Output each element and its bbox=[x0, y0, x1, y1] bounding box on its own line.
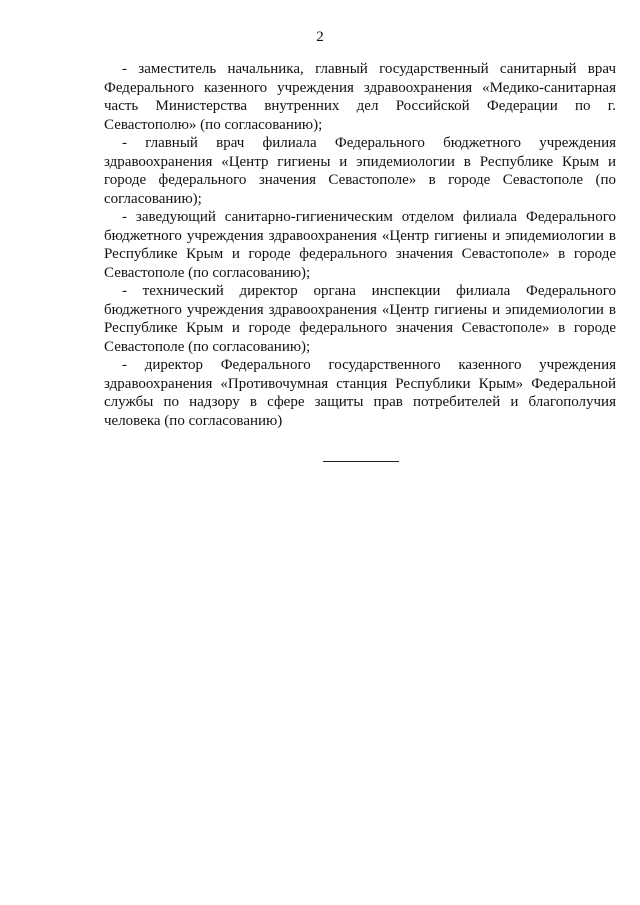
list-item-4: - технический директор органа инспекции филиала Федерального бюджетного учреждения здравоохранения «Центр гигиены и эпидемиологии в Республике Крым и городе федерального значения Севастополе» в городе Севастополе (по согласованию); bbox=[104, 283, 616, 355]
list-item-1: - заместитель начальника, главный государственный санитарный врач Федерального казенного учреждения здравоохранения «Медико-санитарная часть Министерства внутренних дел Российской Федерации по г. Севастополю» (по согласованию); bbox=[104, 61, 616, 133]
list-item-3: - заведующий санитарно-гигиеническим отделом филиала Федерального бюджетного учреждения здравоохранения «Центр гигиены и эпидемиологии в Республике Крым и городе федерального значения Севастополе» в городе Севастополе (по согласованию); bbox=[104, 209, 616, 281]
list-item-2: - главный врач филиала Федерального бюджетного учреждения здравоохранения «Центр гигиены и эпидемиологии в Республике Крым и городе федерального значения Севастополе» в городе Севастополе (по согласованию); bbox=[104, 135, 616, 207]
end-of-document-rule bbox=[323, 461, 399, 462]
list-item-5: - директор Федерального государственного казенного учреждения здравоохранения «Противочумная станция Республики Крым» Федеральной службы по надзору в сфере защиты прав потребителей и благополучия человека (по согласованию) bbox=[104, 357, 616, 429]
page-number: 2 bbox=[316, 29, 324, 45]
member-list bbox=[104, 60, 616, 430]
